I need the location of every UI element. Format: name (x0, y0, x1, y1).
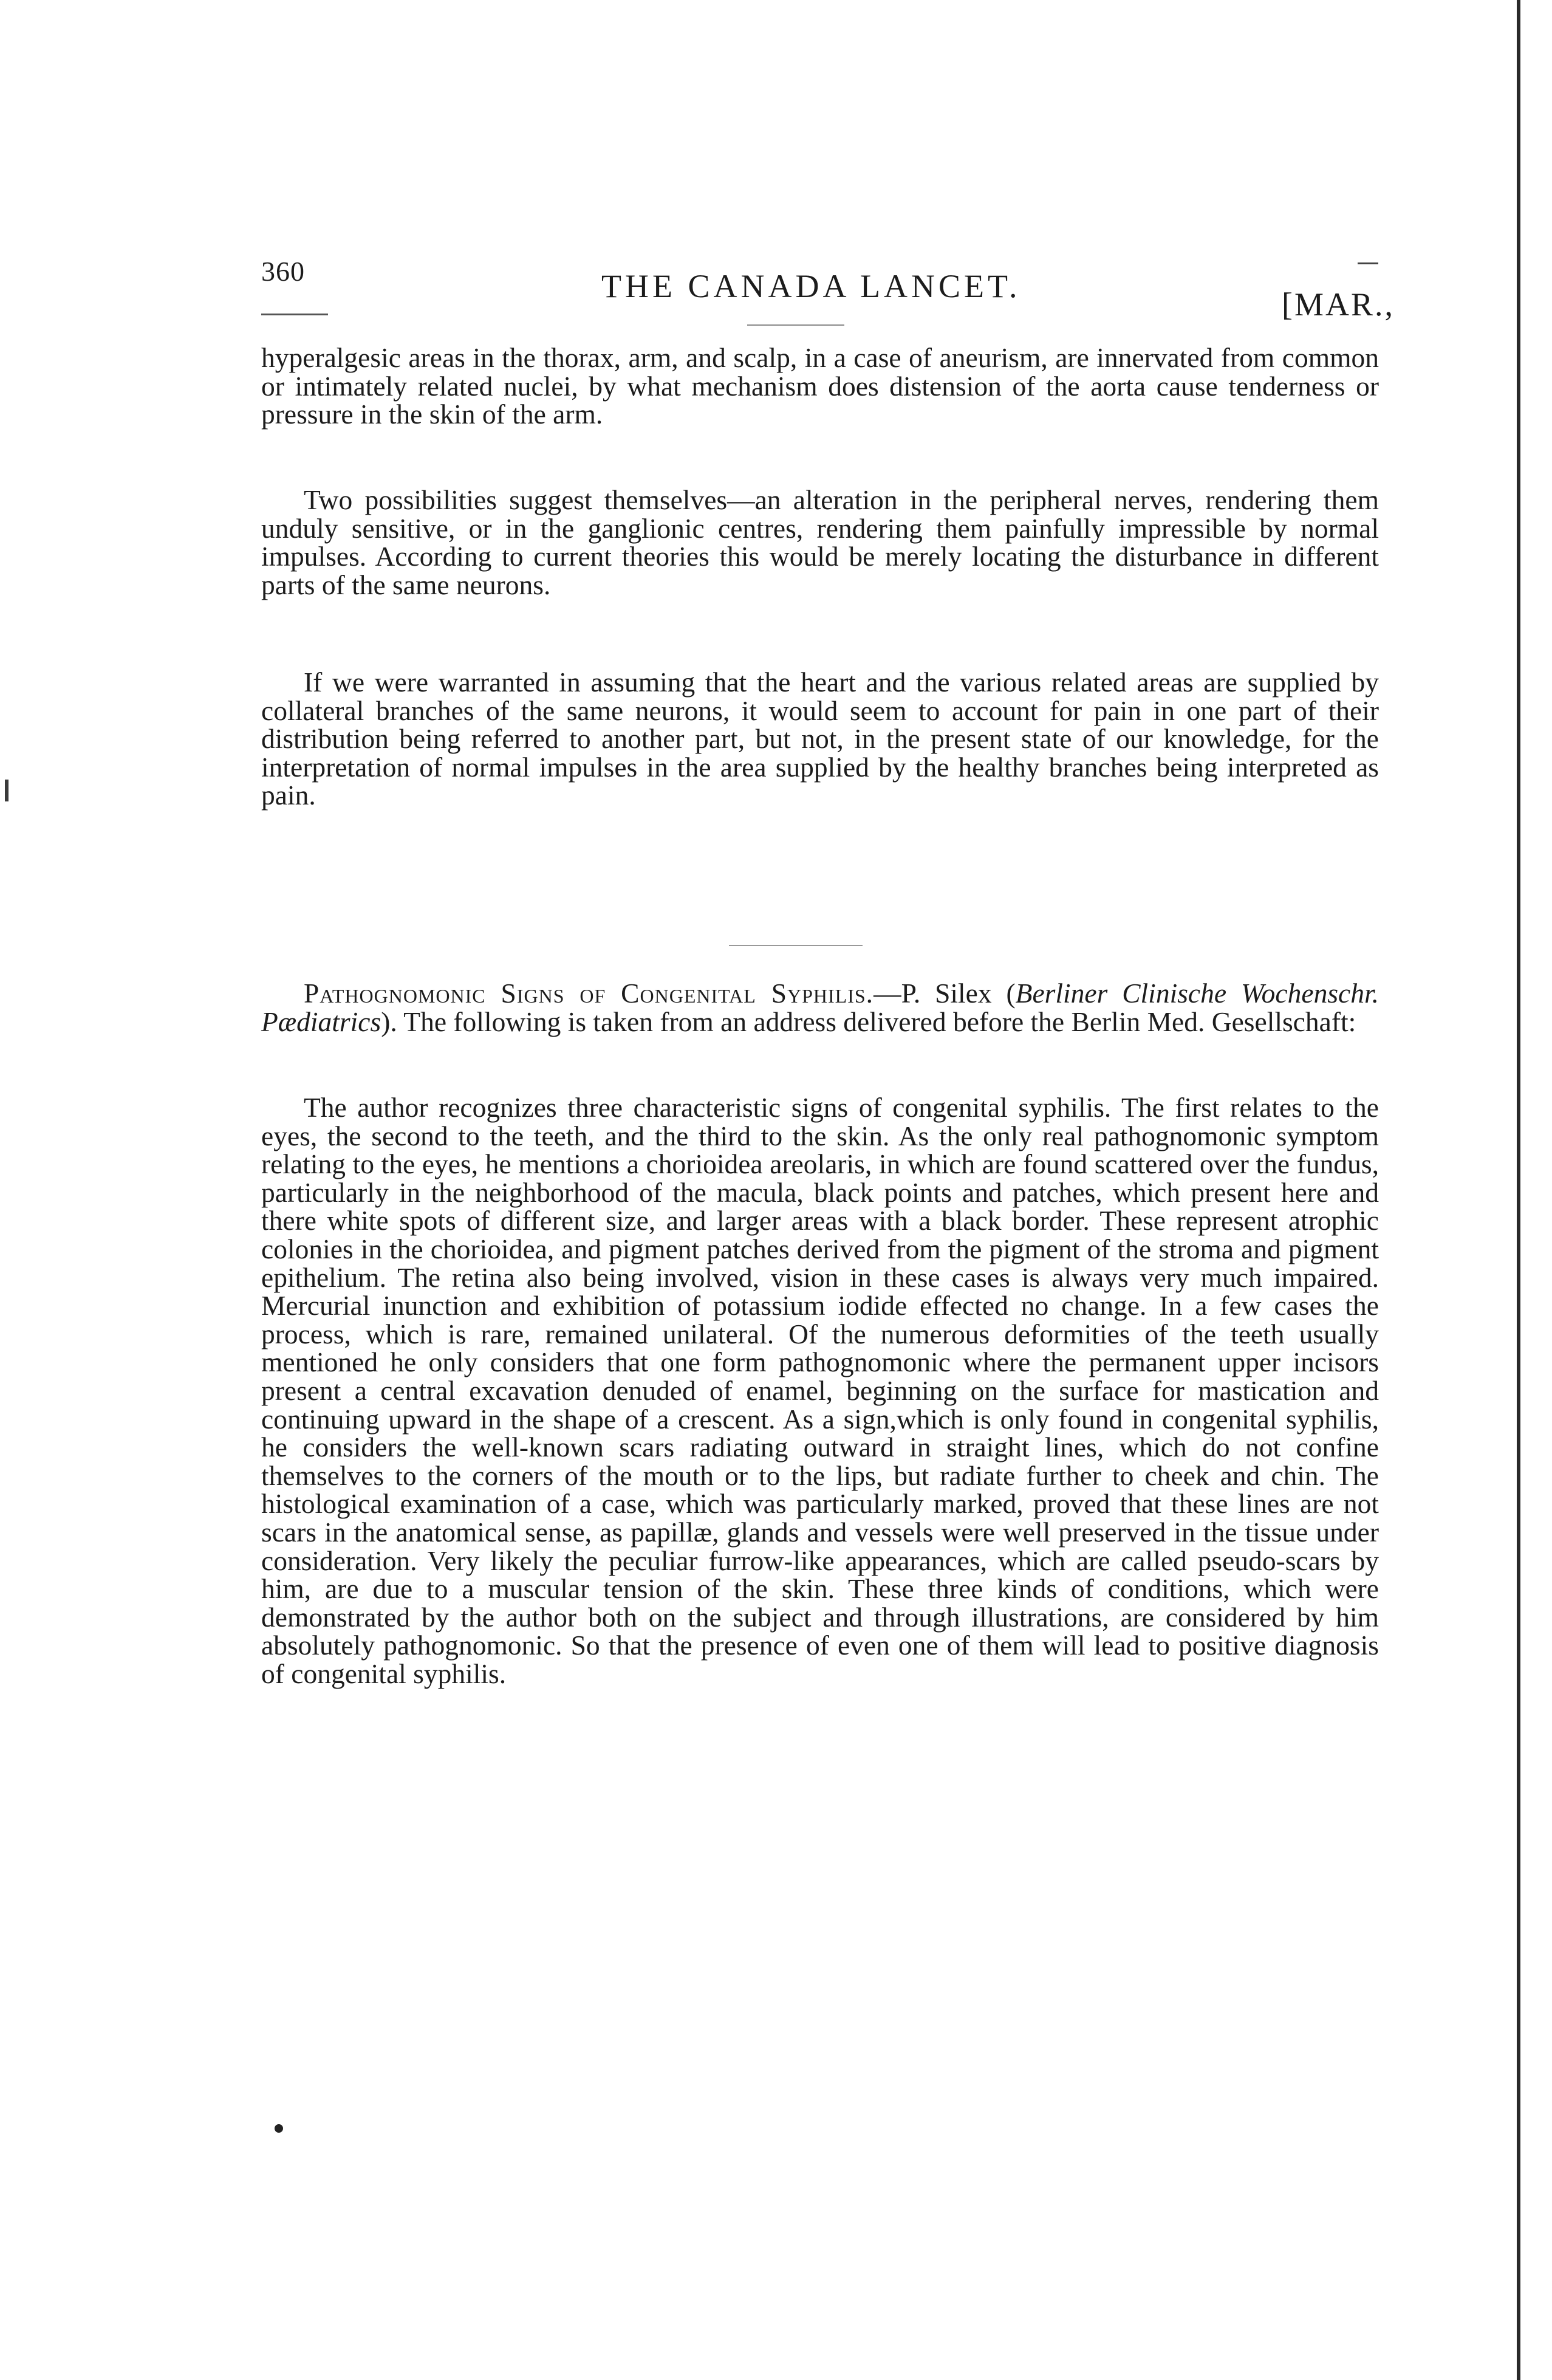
journal-title: THE CANADA LANCET. (601, 268, 1021, 304)
paragraph-possibilities: Two possibilities suggest themselves—an alteration in the peripheral nerves, rendering them unduly sensitive, or in the ganglionic centres, rendering them painfully impressible by normal impulses. According to current theories this would be merely locating the disturbance in different parts of the same neurons. (261, 484, 1379, 600)
running-header (261, 255, 1397, 322)
article-intro: The following is taken from an address delivered before the Berlin Med. Gesellschaft: (403, 1006, 1356, 1037)
article-body: The author recognizes three characteristic signs of congenital syphilis. The first relates to the eyes, the second to the teeth, and the third to the skin. As the only real pathognomonic symptom relating to the eyes, he mentions a chorioidea areolaris, in which are found scattered over the fundus, particularly in the neighborhood of the macula, black points and patches, which present here and there white spots of different size, and larger areas with a black border. These represent atrophic colonies in the chorioidea, and pigment patches derived from the pigment of the stroma and pigment epithelium. The retina also being involved, vision in these cases is always very much impaired. Mercurial inunction and exhibition of potassium iodide effected no change. In a few cases the process, which is rare, remained unilateral. Of the numerous deformities of the teeth usually mentioned he only considers that one form pathognomonic where the permanent upper incisors present a central excavation denuded of enamel, beginning on the surface for mastication and continuing upward in the shape of a crescent. As a sign,which is only found in congenital syphilis, he considers the well-known scars radiating outward in straight lines, which do not confine themselves to the corners of the mouth or to the lips, but radiate further to cheek and chin. The histological examination of a case, which was particularly marked, proved that these lines are not scars in the anatomical sense, as papillæ, glands and vessels were well preserved in the tissue under consideration. Very likely the peculiar furrow-like appearances, which are called pseudo-scars by him, are due to a muscular tension of the skin. These three kinds of conditions, which were demonstrated by the author both on the subject and through illustrations, are considered by him absolutely pathognomonic. So that the presence of even one of them will lead to positive diagnosis of congenital syphilis. (261, 1092, 1379, 1689)
paragraph-continued: hyperalgesic areas in the thorax, arm, and scalp, in a case of aneurism, are innervated from common or intimately related nuclei, by what mechanism does distension of the aorta cause tenderness or pressure in the skin of the arm. (261, 342, 1379, 430)
margin-mark (5, 780, 9, 801)
page-edge-rule (1517, 0, 1520, 2380)
article-heading: Pathognomonic Signs of Congenital Syphilis.—P. Silex (Berliner Clinische Wochenschr. Pædiatrics). The following is taken from an address delivered before the Berlin Med. Gesellschaft: (261, 978, 1379, 1037)
paragraph-neurons: If we were warranted in assuming that the heart and the various related areas are supplied by collateral branches of the same neurons, it would seem to account for pain in one part of their distribution being referred to another part, but not, in the present state of our knowledge, for the interpretation of normal impulses in the area supplied by the healthy branches being interpreted as pain. (261, 667, 1379, 811)
article-title: Pathognomonic Signs of Congenital Syphilis. (304, 978, 874, 1009)
page-number: 360 (261, 256, 305, 287)
header-rule-center (747, 324, 844, 326)
article-author: —P. Silex (873, 978, 992, 1009)
header-rule (261, 314, 328, 315)
ink-dot (275, 2124, 283, 2133)
corner-mark (1358, 262, 1378, 264)
issue-month: [MAR., (1282, 286, 1395, 323)
article-source: Berliner Clinische Wochenschr. Pædiatrics (261, 978, 1379, 1037)
section-divider (729, 945, 863, 946)
